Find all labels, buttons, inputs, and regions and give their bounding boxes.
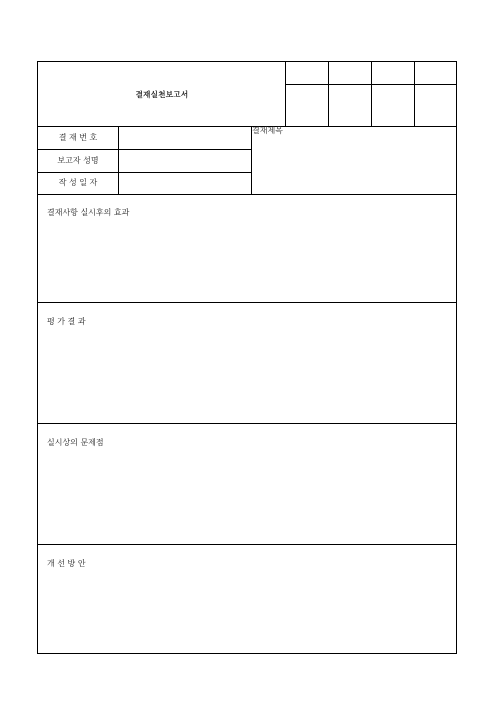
report-form [37,61,457,654]
approval-box-1[interactable] [286,85,327,125]
approval-number-label: 결 재 번 호 [58,133,98,142]
evaluation-section-label: 평 가 결 과 [47,317,86,326]
section-divider [38,544,456,545]
written-date-field[interactable] [119,173,250,193]
section-divider [38,423,456,424]
problems-section-field[interactable] [39,450,456,543]
section-divider [38,302,456,303]
effect-section-field[interactable] [39,220,456,301]
report-title: 결재실천보고서 [135,90,189,99]
written-date-label: 작 성 일 자 [58,178,98,187]
info-bottom-line [38,194,456,195]
approval-number-field[interactable] [119,127,250,148]
approval-box-3[interactable] [372,85,413,125]
approval-subject-field[interactable] [252,138,456,193]
problems-section-label: 실시상의 문제점 [47,438,104,447]
reporter-name-field[interactable] [119,150,250,171]
improvement-section-label: 개 선 방 안 [47,559,86,568]
approval-box-2[interactable] [329,85,370,125]
reporter-name-label: 보고자 성명 [57,156,99,165]
improvement-section-field[interactable] [39,571,456,653]
approval-box-4[interactable] [415,85,457,125]
approval-subject-label: 결재제목 [252,126,283,135]
evaluation-section-field[interactable] [39,329,456,422]
effect-section-label: 결재사항 실시후의 효과 [47,208,130,217]
